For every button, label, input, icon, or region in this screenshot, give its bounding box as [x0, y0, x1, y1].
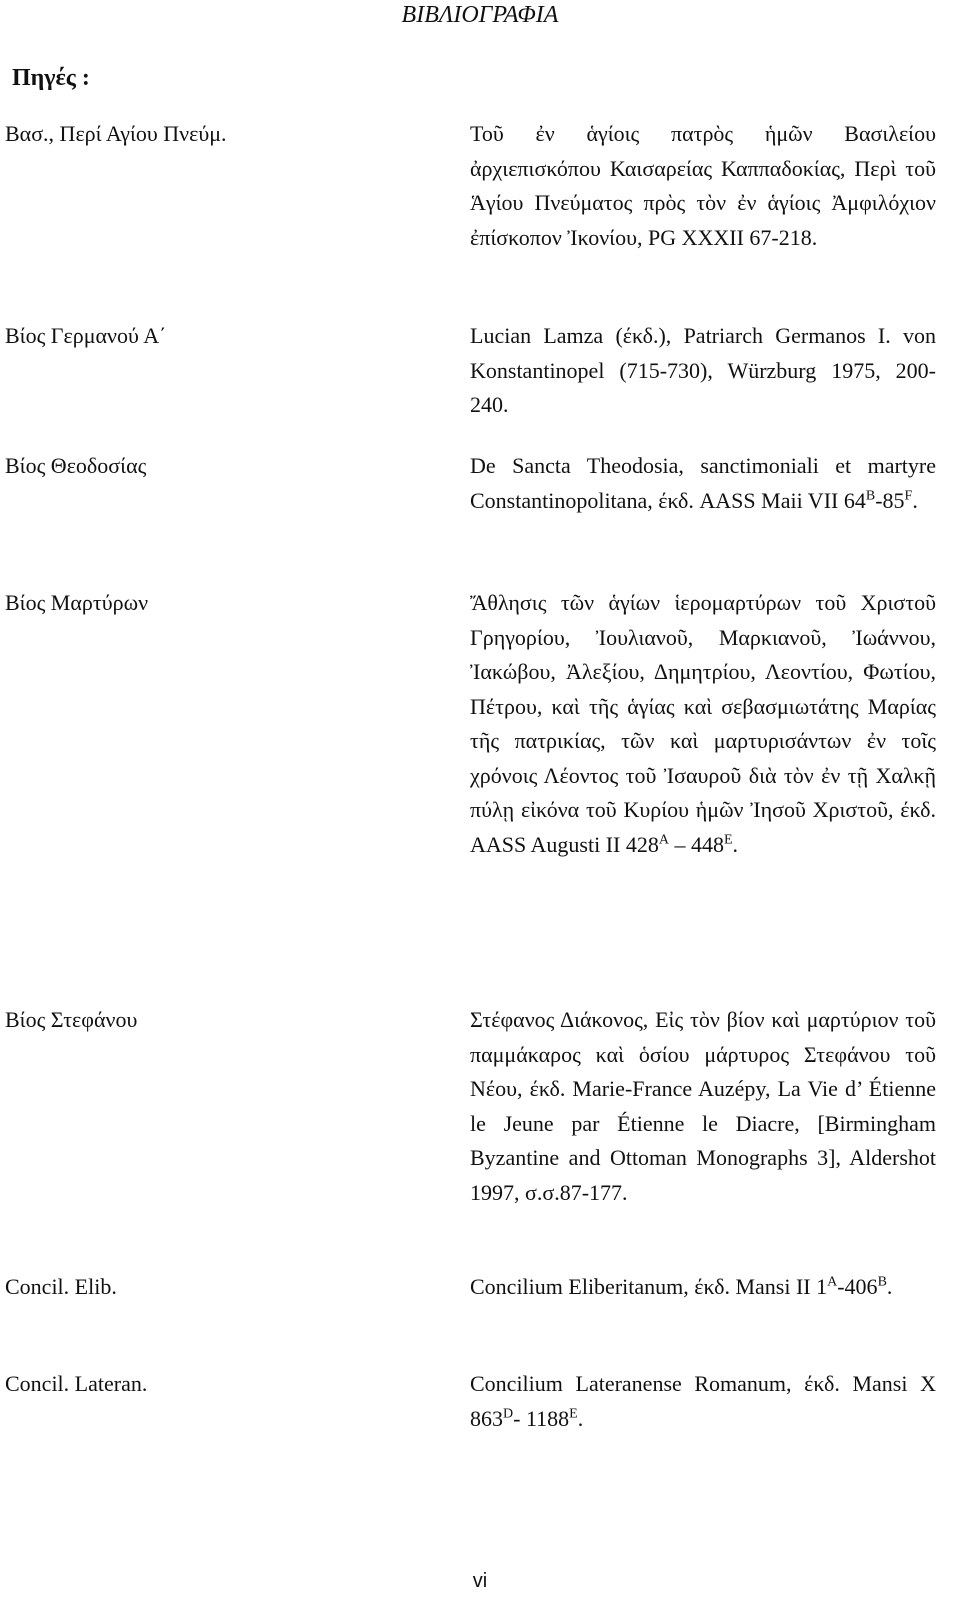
- entry-label: Βασ., Περί Αγίου Πνεύμ.: [5, 121, 227, 146]
- entry-text-mid: -85: [875, 487, 905, 513]
- entry-text: [470, 586, 936, 862]
- superscript: A: [827, 1274, 838, 1290]
- entry-text-mid: -406: [837, 1274, 878, 1299]
- entry-text: [470, 449, 936, 518]
- entry-text-mid: – 448: [668, 831, 724, 857]
- entry-text-main: De Sancta Theodosia, sanctimoniali et martyre Constantinopolitana, έκδ. AASS Maii VII 64: [470, 453, 936, 513]
- entry-text: Lucian Lamza (έκδ.), Patriarch Germanos I. von Konstantinopel (715-730), Würzburg 1975, 200-240.: [470, 323, 936, 417]
- entry-label: Βίος Μαρτύρων: [5, 590, 149, 615]
- page-number: vi: [472, 1570, 488, 1592]
- superscript: E: [569, 1406, 578, 1422]
- running-header: ΒΙΒΛΙΟΓΡΑΦΙΑ: [401, 2, 559, 28]
- entry-label: Βίος Θεοδοσίας: [5, 453, 147, 478]
- entry-text-end: .: [912, 487, 918, 513]
- entry-label: Concil. Lateran.: [5, 1371, 148, 1396]
- entry-text-main: Ἄθλησις τῶν ἁγίων ἱερομαρτύρων τοῦ Χριστοῦ Γρηγορίου, Ἰουλιανοῦ, Μαρκιανοῦ, Ἰωάννου, Ἰακώβου, Ἀλεξίου, Δημητρίου, Λεοντίου, Φωτίου, Πέτρου, καὶ τῆς ἁγίας καὶ σεβασμιωτάτης Μαρίας τῆς πατρικίας, τῶν καὶ μαρτυρισάντων ἐν τοῖς χρόνοις Λέοντος τοῦ Ἰσαυροῦ διὰ τὸν ἐν τῇ Χαλκῇ πύλῃ εἰκόνα τοῦ Κυρίου ἡμῶν Ἰησοῦ Χριστοῦ, έκδ. AASS Augusti II 428: [470, 590, 936, 857]
- superscript: D: [503, 1406, 514, 1422]
- superscript: B: [865, 488, 876, 504]
- entry-label: Βίος Γερμανού Α΄: [5, 323, 167, 348]
- entry-text-mid: - 1188: [513, 1405, 570, 1431]
- superscript: F: [904, 488, 913, 504]
- entry-text: Στέφανος Διάκονος, Εἰς τὸν βίον καὶ μαρτύριον τοῦ παμμάκαρος καὶ ὁσίου μάρτυρος Στεφάνου τοῦ Νέου, έκδ. Marie-France Auzépy, La Vie d’ Étienne le Jeune par Étienne le Diacre, [Birmingham Byzantine and Ottoman Monographs 3], Aldershot 1997, σ.σ.87-177.: [470, 1007, 936, 1205]
- entry-text-end: .: [732, 831, 739, 857]
- entry-text-main: Concilium Lateranense Romanum, έκδ. Mansi X 863: [470, 1371, 936, 1431]
- superscript: E: [723, 832, 733, 848]
- entry-label: Βίος Στεφάνου: [5, 1007, 138, 1032]
- section-title: Πηγές :: [12, 65, 90, 91]
- superscript: A: [658, 832, 669, 848]
- superscript: B: [877, 1274, 887, 1290]
- entry-text-end: .: [577, 1405, 584, 1431]
- entry-text: [470, 1270, 936, 1305]
- entry-text-end: .: [886, 1274, 893, 1299]
- entry-text: Τοῦ ἐν ἁγίοις πατρὸς ἡμῶν Βασιλείου ἀρχιεπισκόπου Καισαρείας Καππαδοκίας, Περὶ τοῦ Ἁγίου Πνεύματος πρὸς τὸν ἐν ἁγίοις Ἀμφιλόχιον ἐπίσκοπον Ἰκονίου, PG XXXII 67-218.: [470, 121, 936, 250]
- entry-text-main: Concilium Eliberitanum, έκδ. Mansi II 1: [470, 1274, 828, 1299]
- entry-label: Concil. Elib.: [5, 1274, 117, 1299]
- entry-text: [470, 1367, 936, 1436]
